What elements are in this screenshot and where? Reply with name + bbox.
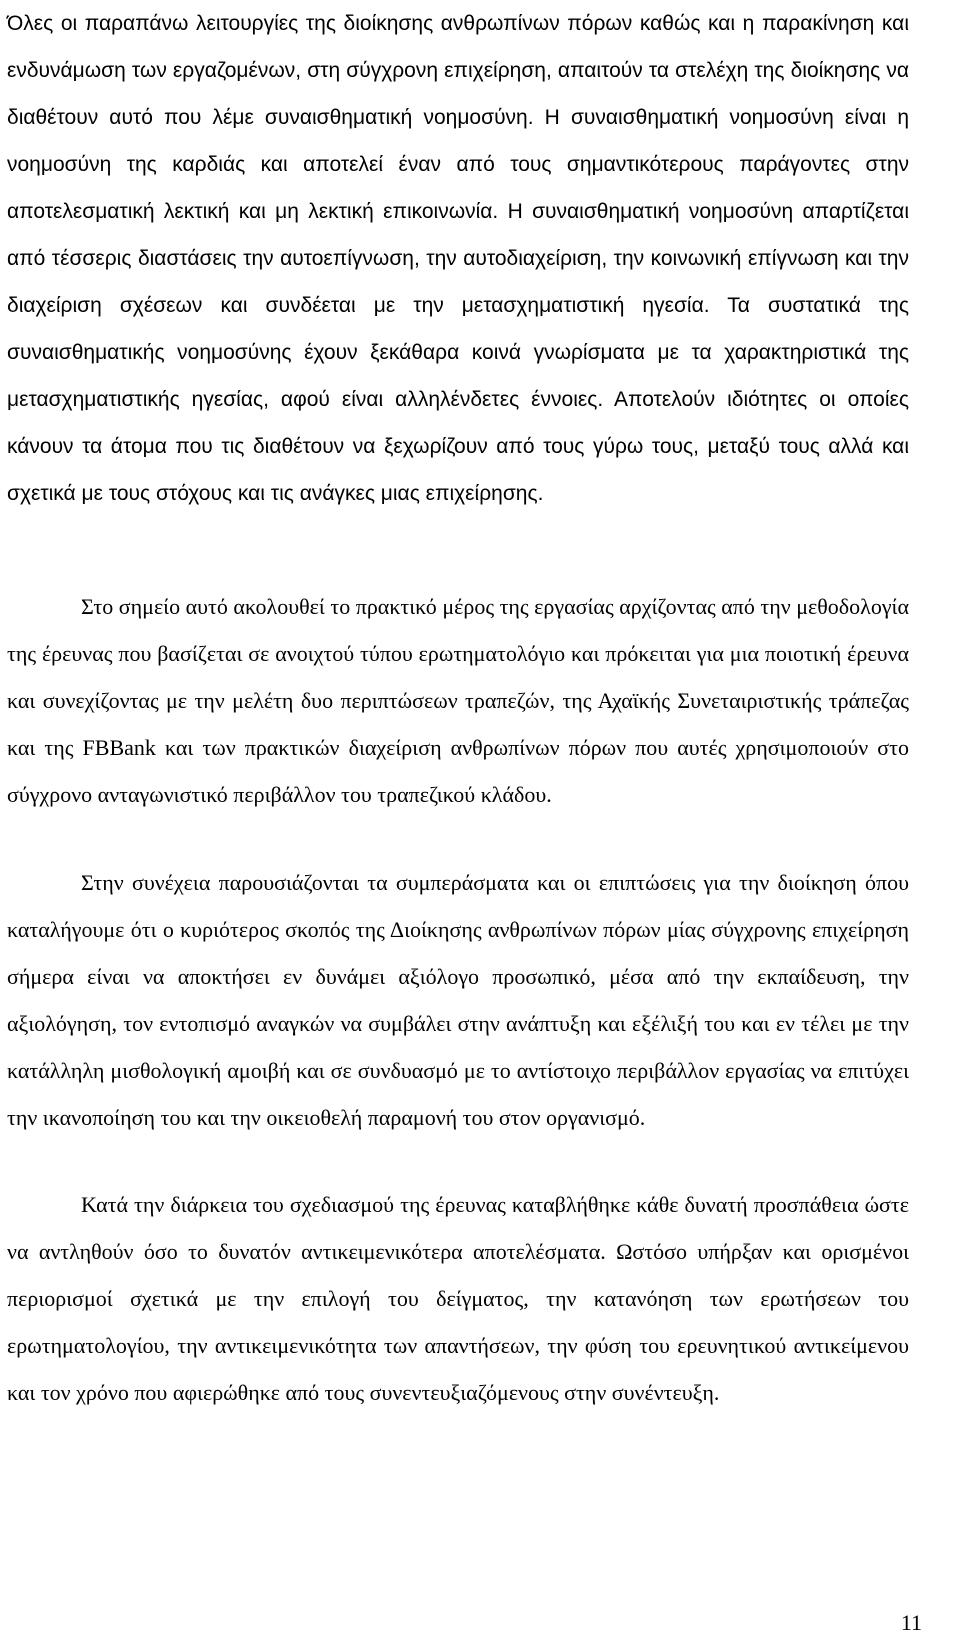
paragraph-emotional-intelligence: Όλες οι παραπάνω λειτουργίες της διοίκησης ανθρωπίνων πόρων καθώς και η παρακίνηση και ενδυνάμωση των εργαζομένων, στη σύγχρονη επιχείρηση, απαιτούν τα στελέχη της διοίκησης να διαθέτουν αυτό που λέμε συναισθηματική νοημοσύνη. Η συναισθηματική νοημοσύνη είναι η νοημοσύνη της καρδιάς και αποτελεί έναν από τους σημαντικότερους παράγοντες στην αποτελεσματική λεκτική και μη λεκτική επικοινωνία. Η συναισθηματική νοημοσύνη απαρτίζεται από τέσσερις διαστάσεις την αυτοεπίγνωση, την αυτοδιαχείριση, την κοινωνική επίγνωση και την διαχείριση σχέσεων και συνδέεται με την μετασχηματιστική ηγεσία. Τα συστατικά της συναισθηματικής νοημοσύνης έχουν ξεκάθαρα κοινά γνωρίσματα με τα χαρακτηριστικά της μετασχηματιστικής ηγεσίας, αφού είναι αλληλένδετες έννοιες. Αποτελούν ιδιότητες οι οποίες κάνουν τα άτομα που τις διαθέτουν να ξεχωρίζουν από τους γύρω τους, μεταξύ τους αλλά και σχετικά με τους στόχους και τις ανάγκες μιας επιχείρησης. bbox=[7, 12, 909, 505]
paragraph-limitations: Κατά την διάρκεια του σχεδιασμού της έρευνας καταβλήθηκε κάθε δυνατή προσπάθεια ώστε να αντληθούν όσο το δυνατόν αντικειμενικότερα αποτελέσματα. Ωστόσο υπήρξαν και ορισμένοι περιορισμοί σχετικά με την επιλογή του δείγματος, την κατανόηση των ερωτήσεων του ερωτηματολογίου, την αντικειμενικότητα των απαντήσεων, την φύση του ερευνητικού αντικείμενου και τον χρόνο που αφιερώθηκε από τους συνεντευξιαζόμενους στην συνέντευξη. bbox=[7, 1192, 909, 1405]
paragraph-methodology: Στο σημείο αυτό ακολουθεί το πρακτικό μέρος της εργασίας αρχίζοντας από την μεθοδολογία της έρευνας που βασίζεται σε ανοιχτού τύπου ερωτηματολόγιο και πρόκειται για μια ποιοτική έρευνα και συνεχίζοντας με την μελέτη δυο περιπτώσεων τραπεζών, της Αχαϊκής Συνεταιριστικής τράπεζας και της FBBank και των πρακτικών διαχείριση ανθρωπίνων πόρων που αυτές χρησιμοποιούν στο σύγχρονο ανταγωνιστικό περιβάλλον του τραπεζικού κλάδου. bbox=[7, 594, 909, 807]
paragraph-conclusions: Στην συνέχεια παρουσιάζονται τα συμπεράσματα και οι επιπτώσεις για την διοίκηση όπου καταλήγουμε ότι ο κυριότερος σκοπός της Διοίκησης ανθρωπίνων πόρων μίας σύγχρονης επιχείρηση σήμερα είναι να αποκτήσει εν δυνάμει αξιόλογο προσωπικό, μέσα από την εκπαίδευση, την αξιολόγηση, τον εντοπισμό αναγκών να συμβάλει στην ανάπτυξη και εξέλιξή του και εν τέλει με την κατάλληλη μισθολογική αμοιβή και σε συνδυασμό με το αντίστοιχο περιβάλλον εργασίας να επιτύχει την ικανοποίηση του και την οικειοθελή παραμονή του στον οργανισμό. bbox=[7, 870, 909, 1130]
page-number: 11 bbox=[900, 1610, 922, 1635]
